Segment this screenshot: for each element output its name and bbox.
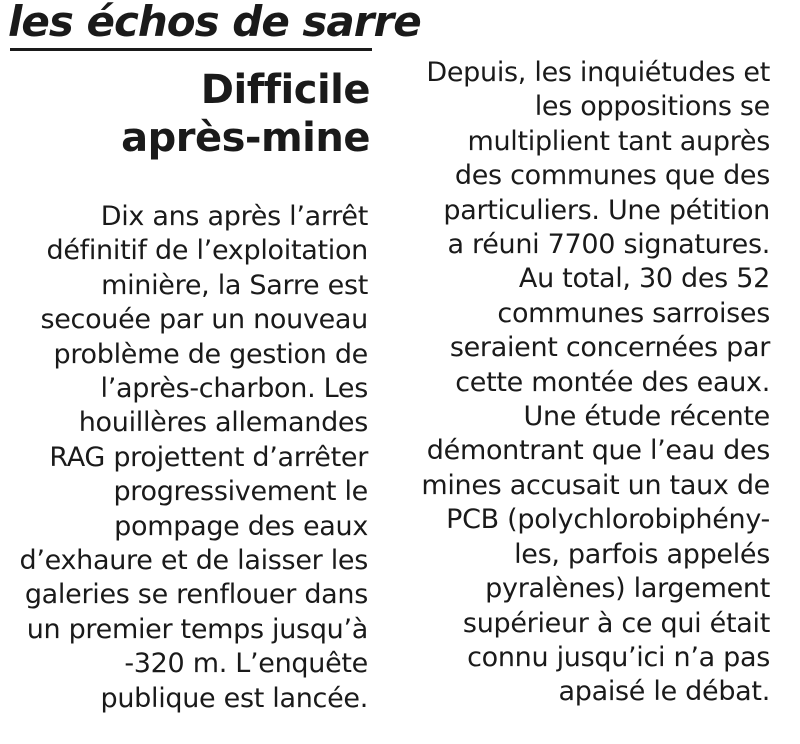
- text-line: apaisé le débat.: [558, 676, 770, 708]
- article-column-right: [392, 56, 770, 710]
- text-line: un premier temps jusqu’à: [26, 613, 368, 645]
- text-line: d’exhaure et de laisser les: [19, 545, 368, 577]
- text-line: connu jusqu’ici n’a pas: [467, 641, 770, 673]
- text-line: problème de gestion de: [53, 338, 368, 370]
- section-header: [8, 0, 421, 50]
- text-line: minière, la Sarre est: [101, 269, 368, 301]
- text-line: Au total, 30 des 52: [518, 263, 770, 295]
- text-line: des communes que des: [454, 160, 770, 192]
- text-line: pompage des eaux: [114, 510, 368, 542]
- text-line: RAG projettent d’arrêter: [49, 441, 368, 473]
- text-line: PCB (polychlorobiphény-: [446, 504, 770, 536]
- text-line: pyralènes) largement: [485, 573, 770, 605]
- text-line: démontrant que l’eau des: [426, 435, 770, 467]
- text-line: Depuis, les inquiétudes et: [426, 57, 770, 88]
- article-column-left: [0, 200, 368, 716]
- text-line: supérieur à ce qui était: [462, 607, 770, 639]
- text-line: particuliers. Une pétition: [443, 194, 770, 226]
- text-line: houillères allemandes: [78, 407, 368, 439]
- text-line: les oppositions se: [534, 91, 770, 123]
- text-line: secouée par un nouveau: [40, 304, 368, 336]
- title-line: après-mine: [121, 115, 370, 161]
- text-line: multiplient tant auprès: [467, 125, 770, 157]
- text-line: a réuni 7700 signatures.: [447, 229, 770, 261]
- rubric-title: les échos de sarre: [8, 0, 421, 46]
- text-line: Une étude récente: [523, 401, 770, 433]
- text-line: Dix ans après l’arrêt: [100, 201, 368, 232]
- text-line: galeries se renflouer dans: [24, 579, 368, 611]
- text-line: publique est lancée.: [100, 682, 368, 714]
- text-line: progressivement le: [113, 476, 368, 508]
- text-line: cette montée des eaux.: [455, 366, 770, 398]
- text-line: définitif de l’exploitation: [46, 235, 368, 267]
- text-line: seraient concernées par: [449, 332, 770, 364]
- text-line: -320 m. L’enquête: [124, 648, 368, 680]
- text-line: communes sarroises: [497, 297, 770, 329]
- text-line: les, parfois appelés: [514, 538, 770, 570]
- header-rule: [10, 48, 372, 51]
- title-line: Difficile: [200, 67, 370, 113]
- text-line: l’après-charbon. Les: [100, 373, 368, 405]
- text-line: mines accusait un taux de: [421, 469, 770, 501]
- article-title: [20, 66, 370, 162]
